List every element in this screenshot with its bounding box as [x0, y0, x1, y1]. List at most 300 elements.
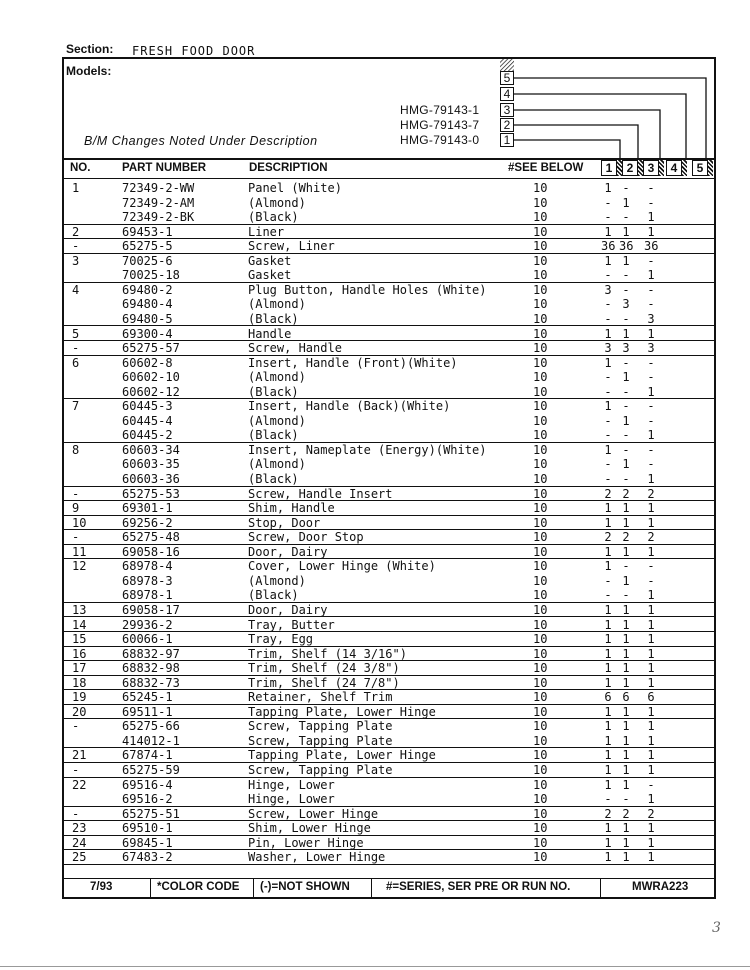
qty-model-3: -	[647, 297, 655, 312]
part-description: (Black)	[248, 210, 299, 225]
table-row	[62, 588, 716, 603]
part-description: Tapping Plate, Lower Hinge	[248, 748, 436, 763]
footer-not-shown: (-)=NOT SHOWN	[260, 881, 350, 893]
item-number: -	[72, 719, 80, 734]
qty-model-2: -	[622, 588, 630, 603]
item-number: 10	[72, 515, 87, 530]
item-number: 24	[72, 835, 87, 850]
model-name-3: HMG-79143-0	[400, 133, 480, 147]
part-number: 69058-16	[122, 544, 180, 559]
table-row	[62, 181, 716, 196]
part-description: Screw, Tapping Plate	[248, 763, 393, 777]
table-row	[62, 487, 716, 502]
table-row	[62, 370, 716, 385]
qty-model-3: 1	[647, 733, 655, 748]
footer-divider	[600, 878, 601, 899]
part-number: 68978-1	[122, 588, 173, 603]
table-row	[62, 647, 716, 662]
see-below-code: 10	[533, 748, 548, 763]
part-description: Trim, Shelf (14 3/16")	[248, 646, 407, 661]
qty-model-1: 1	[604, 748, 612, 763]
part-description: Door, Dairy	[248, 544, 328, 559]
qty-model-1: 1	[604, 763, 612, 777]
qty-model-3: -	[647, 559, 655, 574]
part-description: Screw, Handle Insert	[248, 486, 393, 501]
model-box-1: 1	[500, 133, 514, 147]
footer-doc-id: MWRA223	[632, 881, 689, 893]
qty-model-3: -	[647, 355, 655, 370]
qty-model-3: 1	[647, 719, 655, 734]
qty-model-1: -	[604, 472, 612, 486]
see-below-code: 10	[533, 341, 548, 356]
qty-model-3: -	[647, 399, 655, 414]
part-description: Liner	[248, 224, 285, 239]
see-below-code: 10	[533, 544, 548, 559]
col-header-model-5: 5	[692, 160, 708, 176]
col-header-see-below: #SEE BELOW	[508, 162, 584, 174]
qty-model-1: 6	[604, 690, 612, 705]
qty-model-3: 1	[647, 515, 655, 530]
qty-model-2: -	[622, 472, 630, 486]
qty-model-1: 3	[604, 282, 612, 297]
qty-model-1: -	[604, 588, 612, 603]
qty-model-2: 1	[622, 195, 630, 210]
see-below-code: 10	[533, 617, 548, 632]
part-number: 69516-2	[122, 792, 173, 807]
qty-model-1: 2	[604, 806, 612, 821]
qty-model-1: 1	[604, 515, 612, 530]
qty-model-1: -	[604, 792, 612, 807]
qty-model-2: 1	[622, 544, 630, 559]
qty-model-2: 1	[622, 632, 630, 647]
part-description: Pin, Lower Hinge	[248, 835, 364, 850]
table-row	[62, 385, 716, 400]
qty-model-1: -	[604, 384, 612, 399]
qty-model-1: 1	[604, 355, 612, 370]
see-below-code: 10	[533, 253, 548, 268]
see-below-code: 10	[533, 806, 548, 821]
part-number: 69453-1	[122, 224, 173, 239]
item-number: 16	[72, 646, 87, 661]
see-below-code: 10	[533, 311, 548, 326]
qty-model-2: -	[622, 559, 630, 574]
part-number: 60603-36	[122, 472, 180, 486]
table-row	[62, 763, 716, 778]
table-row	[62, 457, 716, 472]
see-below-code: 10	[533, 384, 548, 399]
qty-model-2: 1	[622, 748, 630, 763]
qty-model-2: 3	[622, 297, 630, 312]
qty-model-1: 1	[604, 821, 612, 836]
table-row	[62, 312, 716, 327]
qty-model-3: 1	[647, 224, 655, 239]
part-number: 72349-2-AM	[122, 195, 195, 210]
item-number: 25	[72, 850, 87, 865]
part-number: 67874-1	[122, 748, 173, 763]
part-number: 69480-5	[122, 311, 173, 326]
qty-model-1: 1	[604, 733, 612, 748]
qty-model-2: 2	[622, 486, 630, 501]
part-number: 69511-1	[122, 704, 173, 719]
qty-model-3: 3	[647, 311, 655, 326]
table-row	[62, 297, 716, 312]
part-description: Shim, Handle	[248, 501, 335, 516]
table-row	[62, 268, 716, 283]
part-description: Washer, Lower Hinge	[248, 850, 386, 865]
qty-model-3: 1	[647, 821, 655, 836]
table-row	[62, 574, 716, 589]
model-box-5: 5	[500, 71, 514, 85]
see-below-code: 10	[533, 501, 548, 516]
item-number: 20	[72, 704, 87, 719]
part-description: Door, Dairy	[248, 602, 328, 617]
qty-model-3: -	[647, 442, 655, 457]
part-description: Retainer, Shelf Trim	[248, 690, 393, 705]
part-number: 67483-2	[122, 850, 173, 865]
item-number: 17	[72, 661, 87, 676]
table-row	[62, 778, 716, 793]
table-row	[62, 807, 716, 822]
part-description: Tray, Egg	[248, 632, 314, 647]
part-number: 68978-3	[122, 573, 173, 588]
part-number: 60603-35	[122, 457, 180, 472]
part-number: 69058-17	[122, 602, 180, 617]
qty-model-3: 1	[647, 763, 655, 777]
qty-model-2: -	[622, 355, 630, 370]
item-number: -	[72, 763, 80, 777]
part-number: 414012-1	[122, 733, 180, 748]
see-below-code: 10	[533, 602, 548, 617]
table-row	[62, 225, 716, 240]
qty-model-2: 1	[622, 646, 630, 661]
qty-model-2: 3	[622, 341, 630, 356]
item-number: -	[72, 486, 80, 501]
qty-model-2: 1	[622, 704, 630, 719]
table-row	[62, 690, 716, 705]
part-description: Handle	[248, 326, 292, 341]
see-below-code: 10	[533, 559, 548, 574]
see-below-code: 10	[533, 777, 548, 792]
see-below-code: 10	[533, 733, 548, 748]
qty-model-2: 1	[622, 602, 630, 617]
see-below-code: 10	[533, 355, 548, 370]
qty-model-2: 1	[622, 515, 630, 530]
part-number: 69845-1	[122, 835, 173, 850]
qty-model-1: -	[604, 311, 612, 326]
qty-model-2: 36	[619, 239, 634, 254]
qty-model-1: 1	[604, 617, 612, 632]
part-number: 69300-4	[122, 326, 173, 341]
part-description: Shim, Lower Hinge	[248, 821, 371, 836]
qty-model-1: -	[604, 428, 612, 443]
qty-model-1: 1	[604, 442, 612, 457]
qty-model-3: -	[647, 253, 655, 268]
part-description: (Black)	[248, 311, 299, 326]
model-box-3: 3	[500, 103, 514, 117]
see-below-code: 10	[533, 282, 548, 297]
table-row	[62, 661, 716, 676]
qty-model-1: 2	[604, 530, 612, 545]
qty-model-1: 1	[604, 675, 612, 690]
see-below-code: 10	[533, 268, 548, 283]
table-row	[62, 821, 716, 836]
qty-model-3: 1	[647, 850, 655, 865]
part-description: Screw, Tapping Plate	[248, 719, 393, 734]
item-number: 13	[72, 602, 87, 617]
part-description: Hinge, Lower	[248, 792, 335, 807]
qty-model-1: 1	[604, 632, 612, 647]
part-number: 65275-57	[122, 341, 180, 356]
part-description: Screw, Lower Hinge	[248, 806, 379, 821]
see-below-code: 10	[533, 850, 548, 865]
part-number: 65275-53	[122, 486, 180, 501]
table-row	[62, 428, 716, 443]
part-description: Trim, Shelf (24 3/8")	[248, 661, 400, 676]
qty-model-1: 1	[604, 224, 612, 239]
item-number: 14	[72, 617, 87, 632]
qty-model-2: -	[622, 210, 630, 225]
see-below-code: 10	[533, 704, 548, 719]
part-description: Panel (White)	[248, 181, 342, 195]
part-number: 68832-73	[122, 675, 180, 690]
part-number: 69516-4	[122, 777, 173, 792]
see-below-code: 10	[533, 646, 548, 661]
table-row	[62, 414, 716, 429]
part-number: 29936-2	[122, 617, 173, 632]
qty-model-3: -	[647, 777, 655, 792]
model-box-2: 2	[500, 118, 514, 132]
part-number: 65275-51	[122, 806, 180, 821]
see-below-code: 10	[533, 370, 548, 385]
part-number: 60066-1	[122, 632, 173, 647]
part-number: 70025-18	[122, 268, 180, 283]
part-description: (Almond)	[248, 573, 306, 588]
item-number: 15	[72, 632, 87, 647]
see-below-code: 10	[533, 413, 548, 428]
item-number: 7	[72, 399, 80, 414]
table-row	[62, 516, 716, 531]
qty-model-3: 1	[647, 792, 655, 807]
header-bottom-rule	[62, 178, 716, 179]
see-below-code: 10	[533, 486, 548, 501]
item-number: 2	[72, 224, 80, 239]
see-below-code: 10	[533, 442, 548, 457]
part-description: Screw, Liner	[248, 239, 335, 254]
qty-model-2: 1	[622, 224, 630, 239]
part-description: Stop, Door	[248, 515, 321, 530]
qty-model-1: 1	[604, 646, 612, 661]
item-number: 12	[72, 559, 87, 574]
part-description: (Almond)	[248, 413, 306, 428]
see-below-code: 10	[533, 472, 548, 486]
qty-model-2: 1	[622, 253, 630, 268]
qty-model-3: 1	[647, 675, 655, 690]
see-below-code: 10	[533, 181, 548, 195]
qty-model-1: 1	[604, 835, 612, 850]
table-row	[62, 399, 716, 414]
part-description: Screw, Door Stop	[248, 530, 364, 545]
table-row	[62, 705, 716, 720]
qty-model-2: 1	[622, 835, 630, 850]
qty-model-1: 1	[604, 399, 612, 414]
qty-model-3: 6	[647, 690, 655, 705]
see-below-code: 10	[533, 530, 548, 545]
see-below-code: 10	[533, 763, 548, 777]
see-below-code: 10	[533, 428, 548, 443]
part-number: 60445-3	[122, 399, 173, 414]
item-number: 6	[72, 355, 80, 370]
page-mark: 3	[712, 920, 721, 936]
qty-model-3: 1	[647, 646, 655, 661]
item-number: 5	[72, 326, 80, 341]
table-row	[62, 748, 716, 763]
part-number: 70025-6	[122, 253, 173, 268]
part-description: (Black)	[248, 384, 299, 399]
qty-model-3: 2	[647, 806, 655, 821]
part-description: Insert, Nameplate (Energy)(White)	[248, 442, 487, 457]
qty-model-3: -	[647, 181, 655, 195]
table-row	[62, 792, 716, 807]
qty-model-3: 1	[647, 748, 655, 763]
part-description: Cover, Lower Hinge (White)	[248, 559, 436, 574]
qty-model-2: 1	[622, 573, 630, 588]
part-number: 69301-1	[122, 501, 173, 516]
qty-model-1: 1	[604, 544, 612, 559]
part-number: 72349-2-BK	[122, 210, 195, 225]
part-description: Insert, Handle (Front)(White)	[248, 355, 458, 370]
qty-model-3: 1	[647, 384, 655, 399]
col-header-model-1: 1	[601, 160, 617, 176]
models-label: Models:	[66, 64, 112, 78]
see-below-code: 10	[533, 457, 548, 472]
part-number: 60445-4	[122, 413, 173, 428]
part-number: 60602-12	[122, 384, 180, 399]
qty-model-2: 1	[622, 733, 630, 748]
item-number: 21	[72, 748, 87, 763]
qty-model-2: 1	[622, 370, 630, 385]
qty-model-3: 1	[647, 472, 655, 486]
footer-divider	[371, 878, 372, 899]
footer-series-note: #=SERIES, SER PRE OR RUN NO.	[386, 881, 571, 893]
footer-rule	[62, 878, 716, 879]
qty-model-2: -	[622, 181, 630, 195]
qty-model-3: 1	[647, 326, 655, 341]
footer-date: 7/93	[90, 881, 113, 893]
col-header-no: NO.	[70, 162, 91, 174]
qty-model-3: 1	[647, 210, 655, 225]
qty-model-2: -	[622, 311, 630, 326]
item-number: 3	[72, 253, 80, 268]
footer-color-code: *COLOR CODE	[157, 881, 240, 893]
table-row	[62, 341, 716, 356]
part-number: 65275-66	[122, 719, 180, 734]
qty-model-2: 1	[622, 763, 630, 777]
qty-model-2: -	[622, 268, 630, 283]
see-below-code: 10	[533, 297, 548, 312]
qty-model-3: -	[647, 413, 655, 428]
table-row	[62, 501, 716, 516]
col-header-model-3: 3	[643, 160, 659, 176]
qty-model-1: 1	[604, 850, 612, 865]
part-number: 60603-34	[122, 442, 180, 457]
qty-model-3: 1	[647, 268, 655, 283]
part-number: 69256-2	[122, 515, 173, 530]
table-row	[62, 196, 716, 211]
item-number: 18	[72, 675, 87, 690]
table-row	[62, 530, 716, 545]
qty-model-1: -	[604, 268, 612, 283]
qty-model-1: 2	[604, 486, 612, 501]
qty-model-2: 2	[622, 806, 630, 821]
qty-model-3: 1	[647, 544, 655, 559]
section-label: Section:	[66, 42, 114, 56]
part-number: 65275-5	[122, 239, 173, 254]
qty-model-2: -	[622, 399, 630, 414]
see-below-code: 10	[533, 632, 548, 647]
footer-divider	[253, 878, 254, 899]
table-row	[62, 239, 716, 254]
qty-model-1: 1	[604, 326, 612, 341]
qty-model-2: 1	[622, 326, 630, 341]
bm-changes-note: B/M Changes Noted Under Description	[84, 134, 318, 148]
item-number: 22	[72, 777, 87, 792]
part-description: (Black)	[248, 588, 299, 603]
part-number: 69510-1	[122, 821, 173, 836]
qty-model-3: 1	[647, 602, 655, 617]
qty-model-3: 1	[647, 835, 655, 850]
qty-model-2: -	[622, 428, 630, 443]
qty-model-1: -	[604, 210, 612, 225]
table-row	[62, 676, 716, 691]
col-header-model-4: 4	[666, 160, 682, 176]
qty-model-3: -	[647, 195, 655, 210]
part-description: (Black)	[248, 472, 299, 486]
qty-model-2: 1	[622, 617, 630, 632]
see-below-code: 10	[533, 588, 548, 603]
qty-model-2: 1	[622, 850, 630, 865]
table-row	[62, 210, 716, 225]
part-number: 60602-10	[122, 370, 180, 385]
part-number: 65275-48	[122, 530, 180, 545]
qty-model-3: 1	[647, 661, 655, 676]
qty-model-1: 1	[604, 661, 612, 676]
part-description: Gasket	[248, 253, 292, 268]
model-name-2: HMG-79143-7	[400, 118, 480, 132]
qty-model-1: 1	[604, 704, 612, 719]
part-description: Hinge, Lower	[248, 777, 335, 792]
qty-model-1: 1	[604, 719, 612, 734]
qty-model-3: -	[647, 457, 655, 472]
table-row	[62, 850, 716, 865]
qty-model-1: 1	[604, 602, 612, 617]
item-number: -	[72, 806, 80, 821]
part-description: Gasket	[248, 268, 292, 283]
table-row	[62, 632, 716, 647]
qty-model-2: 6	[622, 690, 630, 705]
see-below-code: 10	[533, 399, 548, 414]
see-below-code: 10	[533, 326, 548, 341]
item-number: -	[72, 530, 80, 545]
see-below-code: 10	[533, 239, 548, 254]
see-below-code: 10	[533, 690, 548, 705]
item-number: 23	[72, 821, 87, 836]
qty-model-2: 1	[622, 821, 630, 836]
qty-model-3: 1	[647, 617, 655, 632]
qty-model-2: 1	[622, 777, 630, 792]
part-number: 60602-8	[122, 355, 173, 370]
qty-model-1: 1	[604, 559, 612, 574]
part-description: Screw, Tapping Plate	[248, 733, 393, 748]
